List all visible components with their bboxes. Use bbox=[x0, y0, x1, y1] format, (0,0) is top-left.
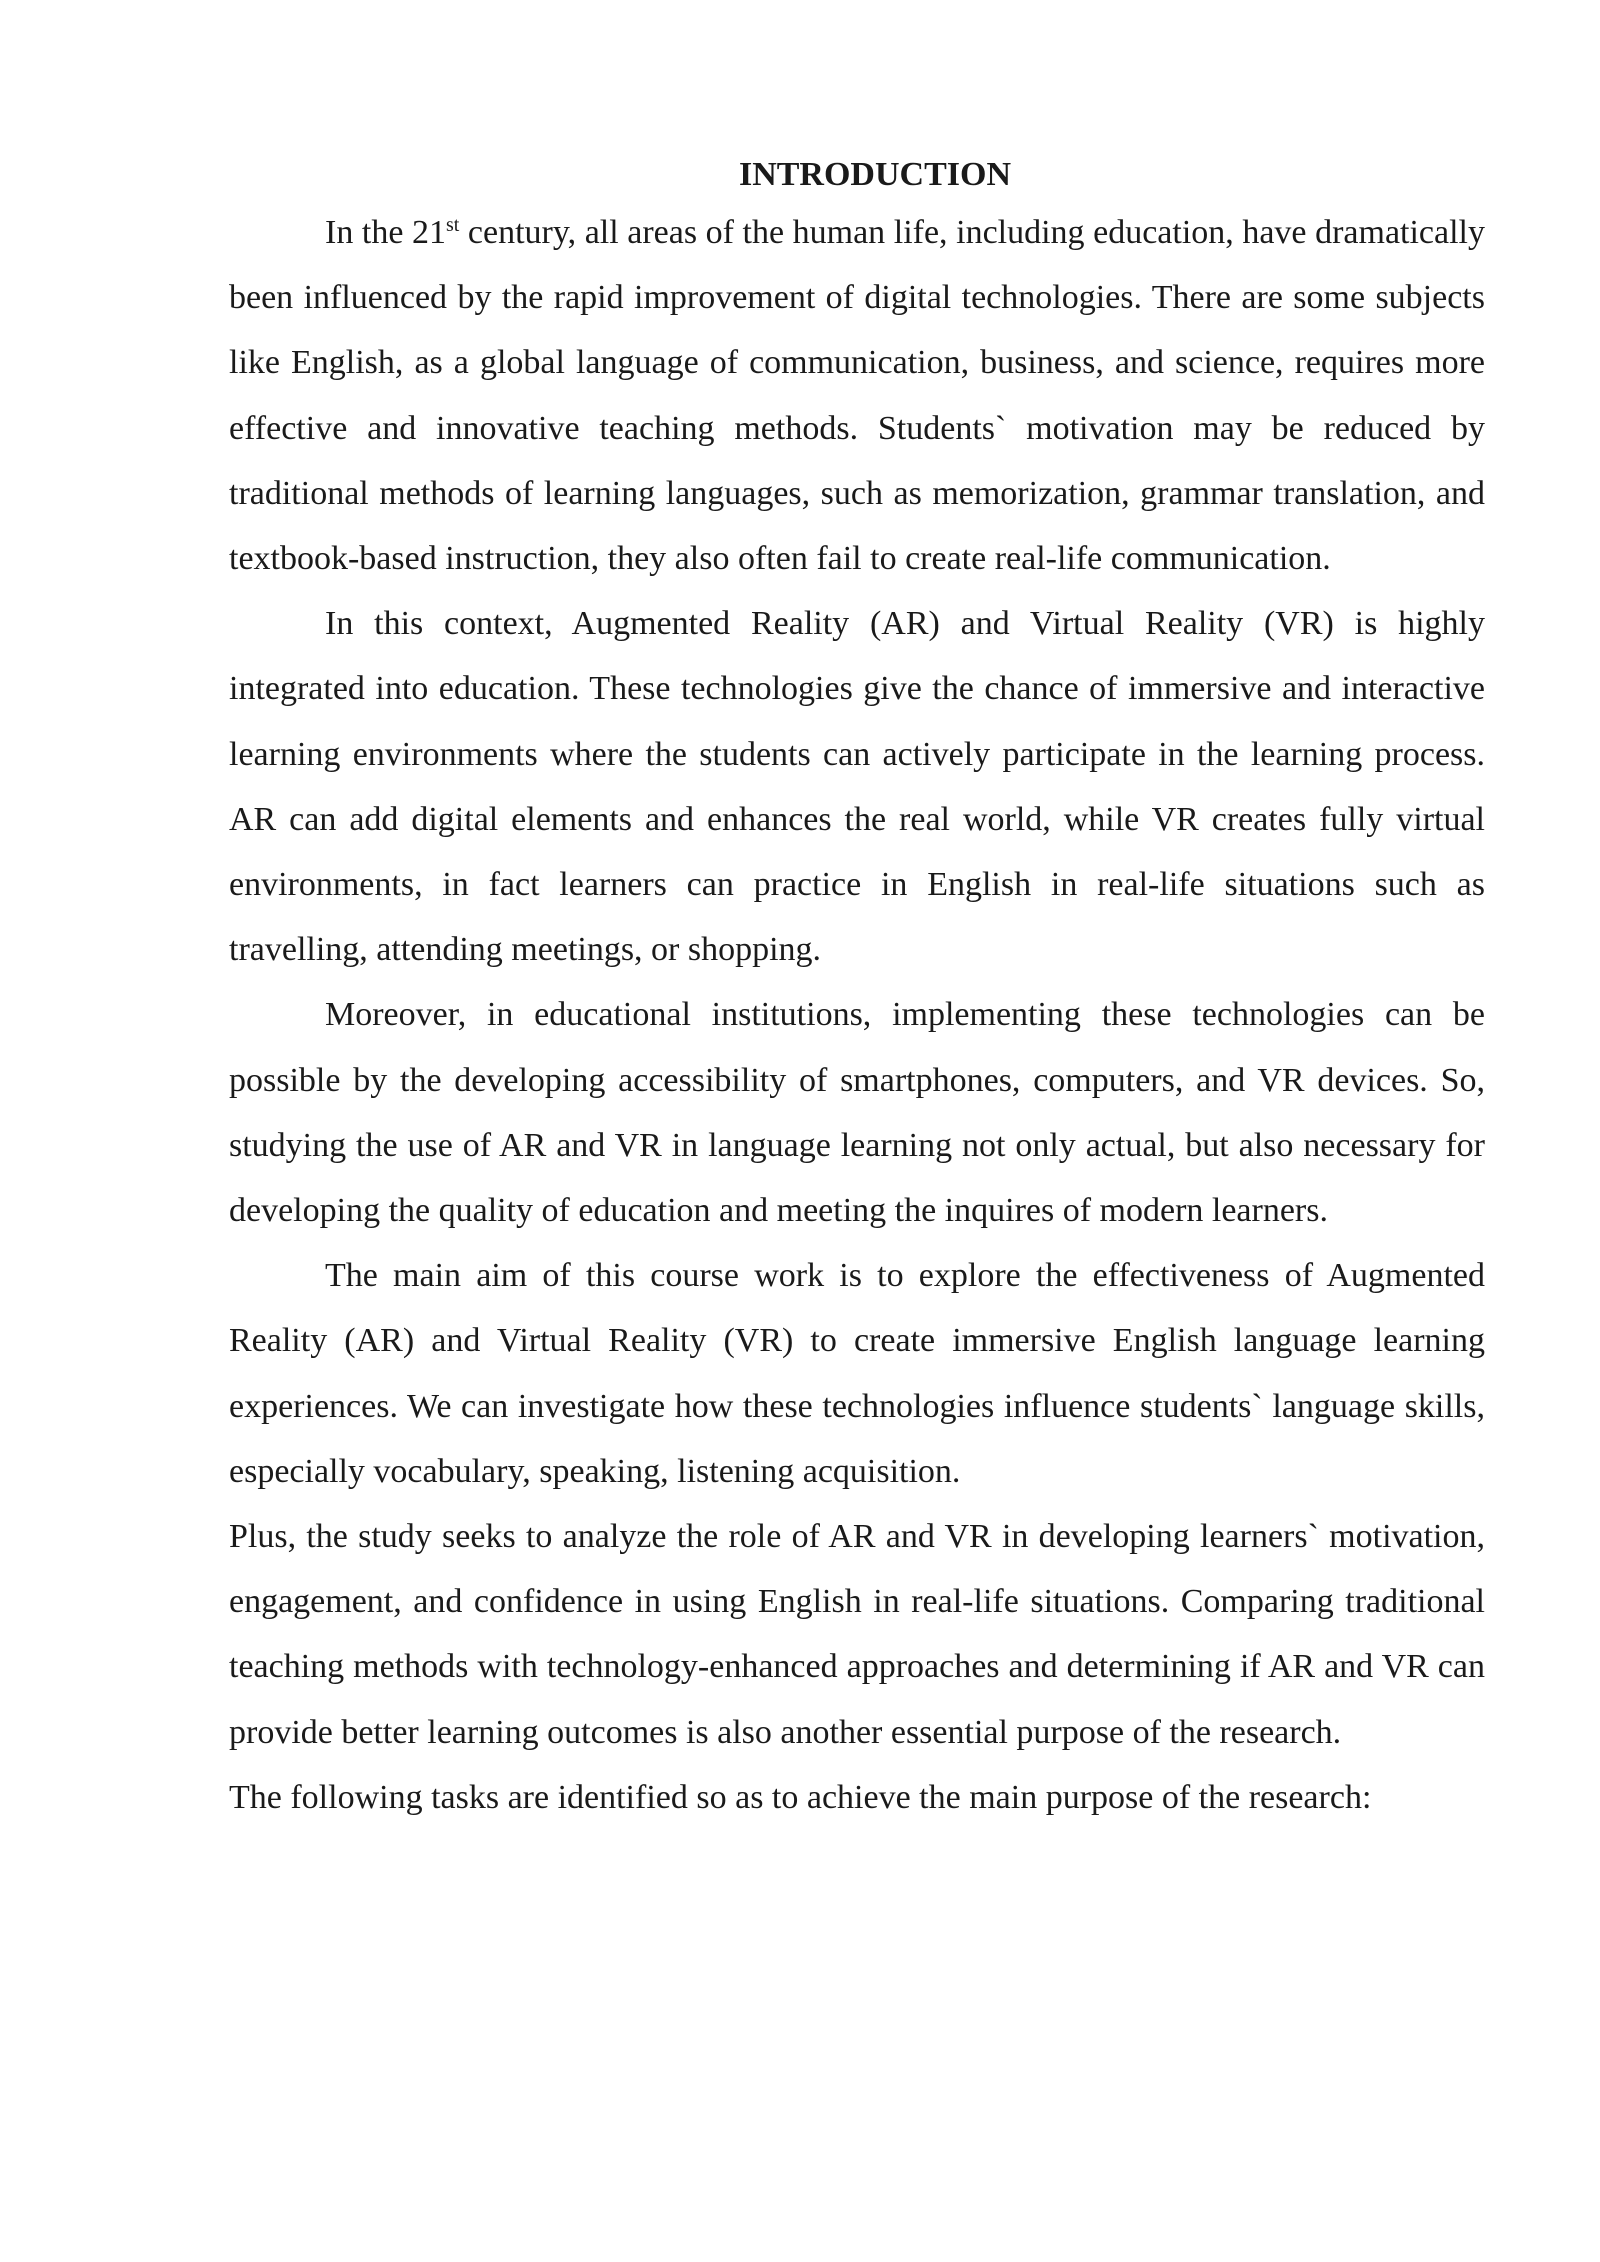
ordinal-suffix: st bbox=[446, 214, 460, 236]
paragraph-1-start: In the 21 bbox=[325, 214, 446, 251]
paragraph-1 bbox=[229, 200, 1485, 591]
paragraph-6: The following tasks are identified so as to achieve the main purpose of the research: bbox=[229, 1778, 1372, 1816]
paragraph-4: The main aim of this course work is to explore the effectiveness of Augmented Reality (AR) and Virtual Reality (VR) to create immersive English language learning experiences. We can investigate how these technologies influence students` language skills, especially vocabulary, speaking, listening acquisition. bbox=[229, 1257, 1485, 1490]
paragraph-1-rest: century, all areas of the human life, including education, have dramatically been influenced by the rapid improvement of digital technologies. There are some subjects like English, as a global language of communication, business, and science, requires more effective and innovative teaching methods. Students` motivation may be reduced by traditional methods of learning languages, such as memorization, grammar translation, and textbook-based instruction, they also often fail to create real-life communication. bbox=[229, 214, 1486, 578]
section-heading: INTRODUCTION bbox=[738, 156, 1012, 193]
paragraph-2: In this context, Augmented Reality (AR) and Virtual Reality (VR) is highly integrated into education. These technologies give the chance of immersive and interactive learning environments where the students can actively participate in the learning process. AR can add digital elements and enhances the real world, while VR creates fully virtual environments, in fact learners can practice in English in real-life situations such as travelling, attending meetings, or shopping. bbox=[229, 605, 1485, 969]
paragraph-5: Plus, the study seeks to analyze the role of AR and VR in developing learners` motivation, engagement, and confidence in using English in real-life situations. Comparing traditional teaching methods with technology-enhanced approaches and determining if AR and VR can provide better learning outcomes is also another essential purpose of the research. bbox=[229, 1518, 1485, 1751]
paragraph-3: Moreover, in educational institutions, implementing these technologies can be possible by the developing accessibility of smartphones, computers, and VR devices. So, studying the use of AR and VR in language learning not only actual, but also necessary for developing the quality of education and meeting the inquires of modern learners. bbox=[229, 996, 1485, 1230]
document-body bbox=[229, 150, 1485, 1830]
